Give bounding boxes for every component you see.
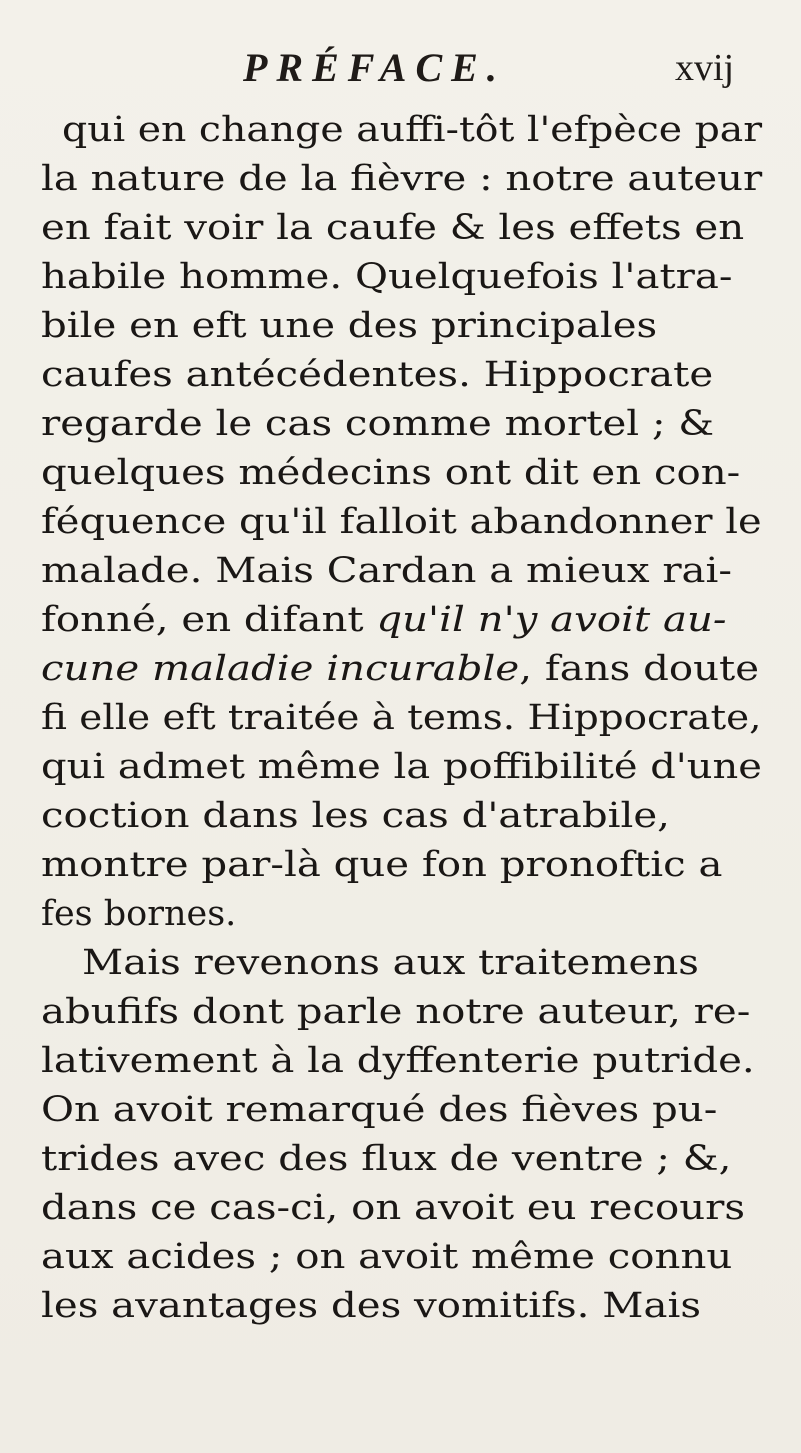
text-line: coction dans les cas d'atrabile, xyxy=(41,796,670,836)
text-line: abufifs dont parle notre auteur, re- xyxy=(41,992,751,1032)
page-header xyxy=(243,44,763,104)
text-line: aux acides ; on avoit même connu xyxy=(41,1237,733,1277)
text-line: dans ce cas-ci, on avoit eu recours xyxy=(41,1188,746,1228)
text-line: fes bornes. xyxy=(41,894,237,934)
text-line: caufes antécédentes. Hippocrate xyxy=(41,355,714,395)
text-line: quelques médecins ont dit en con- xyxy=(41,453,741,493)
text-line: les avantages des vomitifs. Mais xyxy=(41,1286,701,1326)
text-line: trides avec des flux de ventre ; &, xyxy=(41,1139,732,1179)
text-line: habile homme. Quelquefois l'atra- xyxy=(41,257,733,297)
text-line: en fait voir la caufe & les effets en xyxy=(41,208,745,248)
running-title: PRÉFACE. xyxy=(243,45,506,90)
text-line: bile en eft une des principales xyxy=(41,306,658,346)
text-line: regarde le cas comme mortel ; & xyxy=(41,404,715,444)
text-line: fi elle eft traitée à tems. Hippocrate, xyxy=(41,698,762,738)
page-number: xvij xyxy=(675,47,735,89)
text-line: la nature de la fièvre : notre auteur xyxy=(41,159,763,199)
text-line: lativement à la dyffenterie putride. xyxy=(41,1041,755,1081)
text-line: fonné, en difant qu'il n'y avoit au- xyxy=(41,600,727,640)
text-line: malade. Mais Cardan a mieux rai- xyxy=(41,551,733,591)
text-line: On avoit remarqué des fièves pu- xyxy=(41,1090,718,1130)
text-line: qui admet même la poffibilité d'une xyxy=(41,747,762,787)
text-line: qui en change auffi-tôt l'efpèce par xyxy=(62,110,763,150)
text-line: Mais revenons aux traitemens xyxy=(82,943,699,983)
text-line: féquence qu'il falloit abandonner le xyxy=(41,502,762,542)
text-line: cune maladie incurable, fans doute xyxy=(41,649,760,689)
text-line: montre par-là que fon pronoftic a xyxy=(41,845,723,885)
